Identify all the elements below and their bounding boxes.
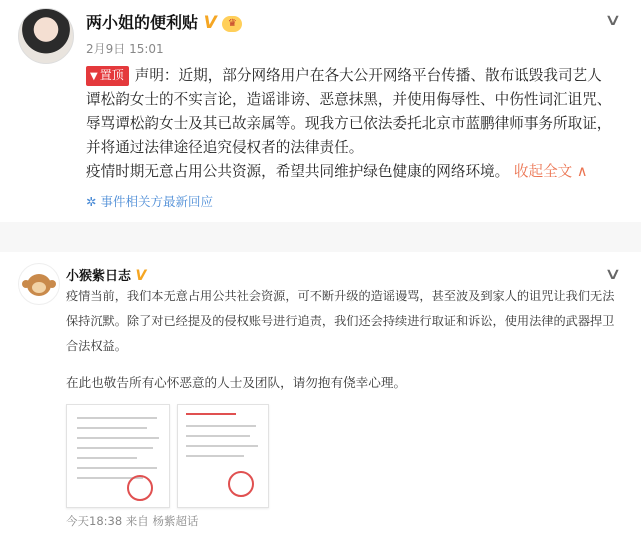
divider [0,222,641,252]
verified-icon: V [203,13,217,33]
pinned-badge [86,66,129,86]
collapse-button[interactable] [514,163,588,180]
event-link-label[interactable]: 事件相关方最新回应 [100,194,213,209]
post-text: 声明：近期，部分网络用户在各大公开网络平台传播、散布诋毁我司艺人谭松韵女士的不实言论，造谣诽谤、恶意抹黑，并使用侮辱性、中伤性词汇诅咒、辱骂谭松韵女士及其已故亲属等。现我方已依法委托北京市蓝鹏律师事务所取证，并将通过法律途径追究侵权者的法律责任。 [86,67,612,156]
chevron-down-icon[interactable]: ∨ [604,264,622,283]
doc-line [77,467,157,469]
post-card-2 [0,252,641,533]
doc-header-line [186,413,236,415]
doc-line [186,455,244,457]
author-name[interactable] [86,10,242,33]
document-image[interactable] [177,404,269,508]
doc-line [77,417,157,419]
seal-icon [127,475,153,501]
post-card-1 [0,0,641,222]
doc-line [186,445,258,447]
post-paragraph: 疫情当前，我们本无意占用公共社会资源，可不断升级的造谣谩骂，甚至波及到家人的诅咒让我们无法保持沉默。除了对已经提及的侵权账号进行追责，我们还会持续进行取证和诉讼，使用法律的武器捍卫合法权益。 [66,289,615,353]
author-name-text[interactable]: 两小姐的便利贴 [86,13,199,32]
event-icon: ✲ [86,194,97,209]
post-text-second: 疫情时期无意占用公共资源，希望共同维护绿色健康的网络环境。 [86,163,510,180]
chevron-down-icon[interactable]: ∨ [604,10,622,29]
post-paragraph: 在此也敬告所有心怀恶意的人士及团队，请勿抱有侥幸心理。 [66,375,407,390]
document-image[interactable] [66,404,170,508]
doc-line [77,427,147,429]
post-body [66,284,626,359]
author-name[interactable] [66,265,146,284]
doc-line [186,425,256,427]
doc-line [186,435,250,437]
post-time[interactable]: 2月9日 15:01 [86,42,164,56]
doc-line [77,447,153,449]
avatar[interactable] [18,263,60,305]
doc-line [77,457,137,459]
chevron-up-icon[interactable]: ∧ [576,163,588,180]
event-link[interactable] [86,192,213,210]
doc-line [77,437,159,439]
post-footer[interactable]: 今天18:38 来自 杨紫超话 [66,514,199,528]
collapse-label[interactable]: 收起全文 [513,163,573,180]
post-body [86,64,616,184]
medal-icon: ♛ [222,16,242,32]
avatar[interactable] [18,8,74,64]
author-name-text[interactable]: 小猴紫日志 [66,269,132,284]
pin-icon: ▼ [90,71,98,82]
pinned-label: 置顶 [99,68,124,82]
monkey-icon [27,274,51,296]
verified-icon: V [135,268,147,284]
seal-icon [228,471,254,497]
